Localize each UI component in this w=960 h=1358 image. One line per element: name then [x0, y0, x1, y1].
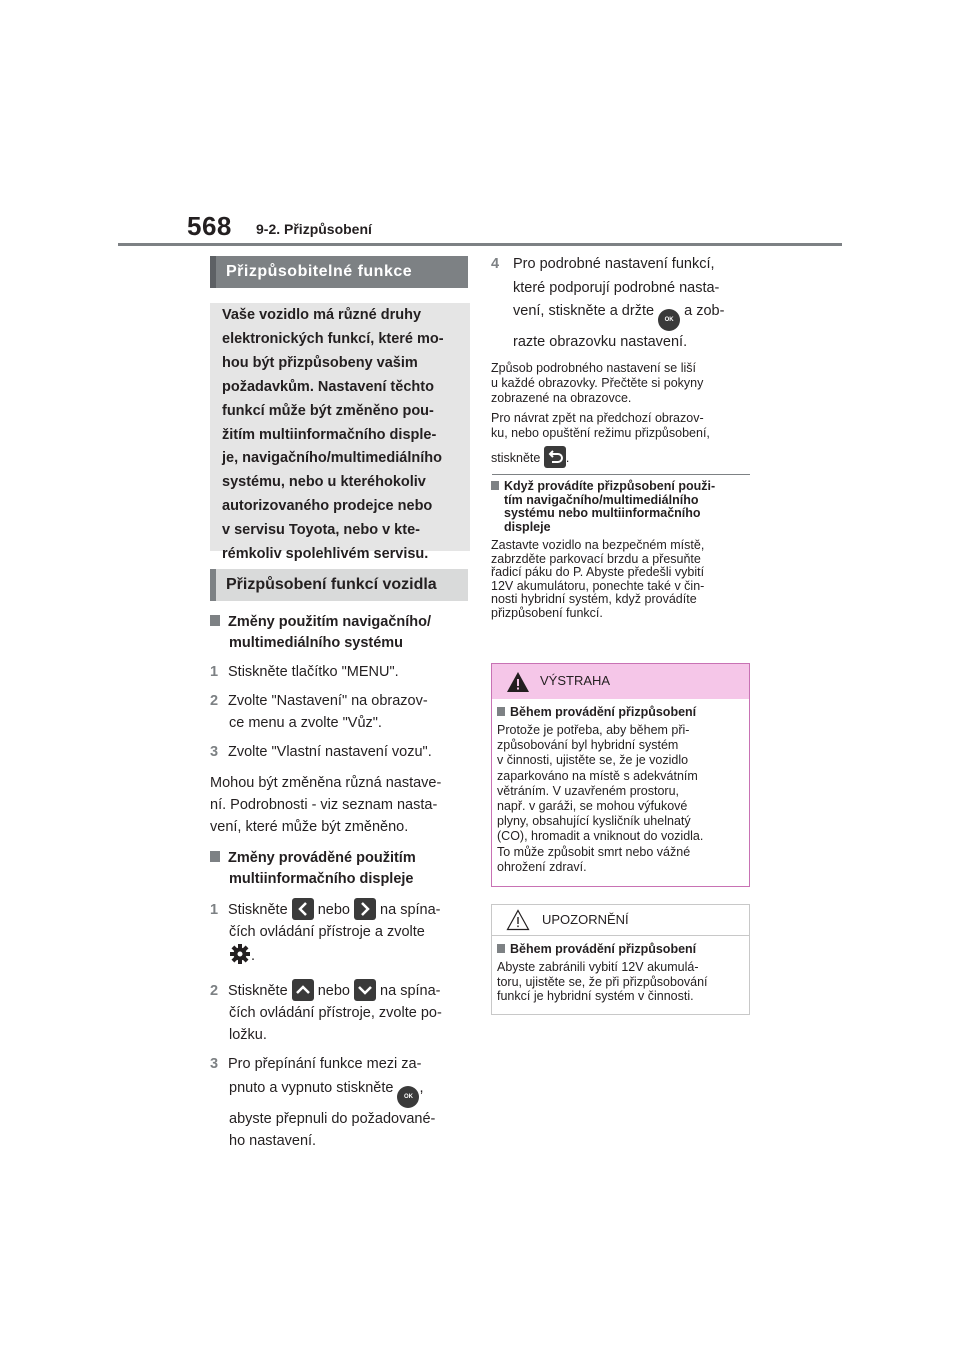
intro-line: elektronických funkcí, které mo- [222, 330, 444, 347]
ok-button-icon: OK [397, 1086, 419, 1108]
subheading-multi-display: Změny prováděné použitím multiinformačního displeje [210, 848, 472, 890]
chevron-left-icon [292, 898, 314, 920]
step-2-display: 2 Stiskněte nebo na spína- čích ovládání přístroje, zvolte po- ložku. [210, 979, 472, 1046]
step-3-display: 3 Pro přepínání funkce mezi za- pnuto a vypnuto stiskněte OK, abyste přepnuli do požadované- ho nastavení. [210, 1056, 436, 1149]
step-4: 4 Pro podrobné nastavení funkcí, které podporují podrobné nasta- vení, stiskněte a držte OK a zob- razte obrazovku nastavení. [491, 256, 725, 350]
heading-vehicle-customization: Přizpůsobení funkcí vozidla [210, 569, 468, 601]
intro-box [210, 303, 470, 563]
chevron-down-icon [354, 979, 376, 1001]
divider [492, 474, 750, 475]
gear-icon [229, 943, 251, 972]
warning-triangle-icon [506, 671, 530, 696]
ok-button-icon: OK [658, 309, 680, 331]
chevron-right-icon [354, 898, 376, 920]
intro-line: hou být přizpůsobeny vašim [222, 354, 418, 371]
notice-header [492, 905, 749, 936]
square-bullet-icon [497, 944, 505, 953]
section-title: 9-2. Přizpůsobení [256, 221, 372, 237]
page-number: 568 [187, 211, 232, 241]
heading-customizable-features: Přizpůsobitelné funkce [210, 256, 468, 288]
note-return: Pro návrat zpět na předchozí obrazov- ku, nebo opuštění režimu přizpůsobení, stiskněte . [491, 411, 753, 468]
warning-subheading: Během provádění přizpůsobení [497, 705, 745, 720]
step-1: 1 Stiskněte tlačítko "MENU". [210, 664, 399, 680]
caution-triangle-icon [506, 909, 530, 934]
notice-subheading: Během provádění přizpůsobení [497, 942, 745, 957]
square-bullet-icon [497, 707, 505, 716]
intro-line: autorizovaného prodejce nebo [222, 498, 433, 515]
notice-text: Abyste zabránili vybití 12V akumulá- toru, ujistěte se, že při přizpůsobování funkcí je hybridní systém v činnosti. [497, 960, 708, 1003]
paragraph-settings-info: Mohou být změněna různá nastave- ní. Podrobnosti - viz seznam nasta- vení, které může být změněno. [210, 775, 442, 835]
intro-line: požadavkům. Nastavení těchto [222, 378, 434, 395]
intro-line: v servisu Toyota, nebo v kte- [222, 522, 420, 539]
square-bullet-icon [491, 481, 499, 490]
step-3: 3 Zvolte "Vlastní nastavení vozu". [210, 744, 432, 760]
intro-line: Vaše vozidlo má různé druhy [222, 307, 422, 323]
warning-box [491, 663, 750, 887]
back-arrow-icon [544, 446, 566, 468]
header-rule [118, 243, 842, 246]
warning-title: VÝSTRAHA [540, 673, 611, 688]
right-section-3 [491, 480, 753, 620]
left-body [210, 612, 472, 1152]
notice-title: UPOZORNĚNÍ [542, 912, 629, 927]
note-detailed-settings: Způsob podrobného nastavení se liší u každé obrazovky. Přečtěte si pokyny zobrazené na obrazovce. [491, 360, 704, 405]
subheading-nav-system: Změny použitím navigačního/ multimediálního systému [210, 612, 472, 654]
square-bullet-icon [210, 851, 220, 862]
subheading-when-customizing: Když provádíte přizpůsobení použi- tím navigačního/multimediálního systému nebo multiinformačního displeje [491, 480, 753, 534]
paragraph-stop-vehicle: Zastavte vozidlo na bezpečném místě, zabrzděte parkovací brzdu a přesuňte řadicí páku do P. Abyste předešli vybití 12V akumulátoru, ponechte také v čin- nosti hybridní systém, když provádíte přizpůsobení funkcí. [491, 538, 705, 620]
warning-header [492, 664, 749, 699]
intro-line: funkcí může být změněno pou- [222, 402, 434, 419]
warning-text: Protože je potřeba, aby během při- způsobování byl hybridní systém v činnosti, ujistěte se, že je vozidlo zaparkováno na místě s adekvátním větráním. V uzavřeném prostoru, např. v garáži, se mohou výfukové plyny, obsahující kysličník uhelnatý (CO), hromadit a vniknout do vozidla. To může způsobit smrt nebo vážné ohrožení zdraví. [497, 723, 704, 874]
intro-line: je, navigačního/multimediálního [222, 450, 442, 467]
step-2: 2 Zvolte "Nastavení" na obrazov- ce menu a zvolte "Vůz". [210, 693, 428, 731]
right-body [491, 253, 753, 468]
chevron-up-icon [292, 979, 314, 1001]
intro-line: systému, nebo u kteréhokoliv [222, 474, 426, 491]
intro-line: žitím multiinformačního disple- [222, 426, 437, 443]
intro-line: rémkoliv spolehlivém servisu. [222, 546, 429, 563]
notice-box [491, 904, 750, 1015]
square-bullet-icon [210, 615, 220, 626]
step-1-display: 1 Stiskněte nebo na spína- čích ovládání přístroje a zvolte . [210, 898, 472, 972]
